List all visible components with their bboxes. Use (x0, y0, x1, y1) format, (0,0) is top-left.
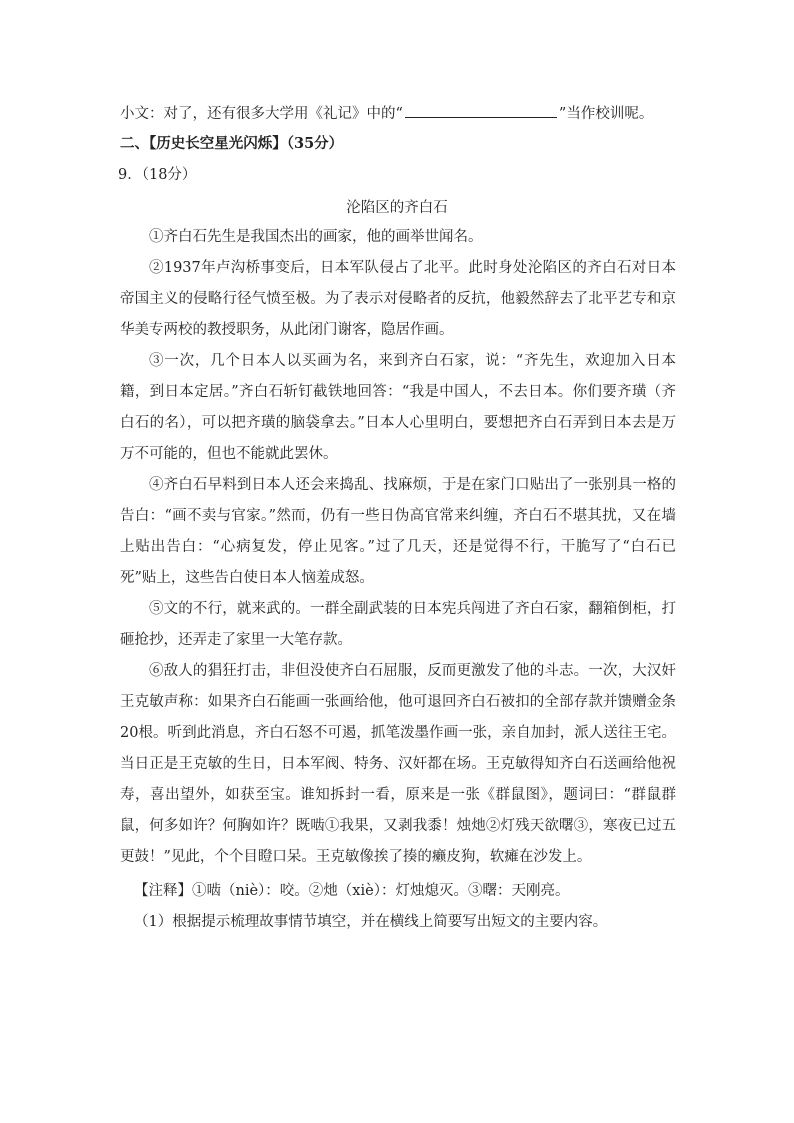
sub-question-1: （1）根据提示梳理故事情节填空，并在横线上简要写出短文的主要内容。 (134, 914, 608, 930)
annotation-note: 【注释】①啮（niè）：咬。②灺（xiè）：灯烛熄灭。③曙：天刚亮。 (134, 883, 570, 899)
paragraph-2: ②1937年卢沟桥事变后，日本军队侵占了北平。此时身处沦陷区的齐白石对日本帝国主义的侵略行径气愤至极。为了表示对侵略者的反抗，他毅然辞去了北平艺专和京华美专两校的教授职务，从此闭门谢客，隐居作画。 (120, 260, 676, 338)
paragraph-6: ⑥敌人的猖狂打击，非但没使齐白石屈服，反而更激发了他的斗志。一次，大汉奸王克敏声称：如果齐白石能画一张画给他，他可退回齐白石被扣的全部存款并馈赠金条20根。听到此消息，齐白石怒不可遏，抓笔泼墨作画一张，亲自加封，派人送往王宅。当日正是王克敏的生日，日本军阀、特务、汉奸都在场。王克敏得知齐白石送画给他祝寿，喜出望外，如获至宝。谁知拆封一看，原来是一张《群鼠图》，题词曰：“群鼠群鼠，何多如许？何胸如许？既啮①我果，又剥我黍！烛灺②灯残天欲曙③，寒夜已过五更鼓！”见此，个个目瞪口呆。王克敏像挨了揍的癞皮狗，软瘫在沙发上。 (120, 663, 676, 865)
section-heading: 二、【历史长空星光闪烁】（35分） (120, 135, 344, 152)
question-number: 9．（18分） (118, 167, 197, 183)
paragraph-3: ③一次，几个日本人以买画为名，来到齐白石家，说：“齐先生，欢迎加入日本籍，到日本定居。”齐白石斩钉截铁地回答：“我是中国人，不去日本。你们要齐璜（齐白石的名），可以把齐璜的脑袋拿去。”日本人心里明白，要想把齐白石弄到日本去是万万不可能的，但也不能就此罢休。 (120, 353, 676, 462)
paragraph-1: ①齐白石先生是我国杰出的画家，他的画举世闻名。 (149, 229, 483, 245)
paragraph-4: ④齐白石早料到日本人还会来捣乱、找麻烦，于是在家门口贴出了一张别具一格的告白：“画不卖与官家。”然而，仍有一些日伪高官常来纠缠，齐白石不堪其扰，又在墙上贴出告白：“心病复发，停止见客。”过了几天，还是觉得不行，干脆写了“白石已死”贴上，这些告白使日本人恼羞成怒。 (120, 477, 676, 586)
q8-answer-line (120, 103, 653, 124)
q8-text-before: 小文：对了，还有很多大学用《礼记》中的“ (120, 106, 403, 122)
answer-blank[interactable] (405, 103, 557, 118)
q8-text-after: ”当作校训呢。 (558, 106, 654, 122)
paragraph-5: ⑤文的不行，就来武的。一群全副武装的日本宪兵闯进了齐白石家，翻箱倒柜，打砸抢抄，还弄走了家里一大笔存款。 (120, 601, 676, 648)
article-title: 沦陷区的齐白石 (346, 200, 448, 216)
